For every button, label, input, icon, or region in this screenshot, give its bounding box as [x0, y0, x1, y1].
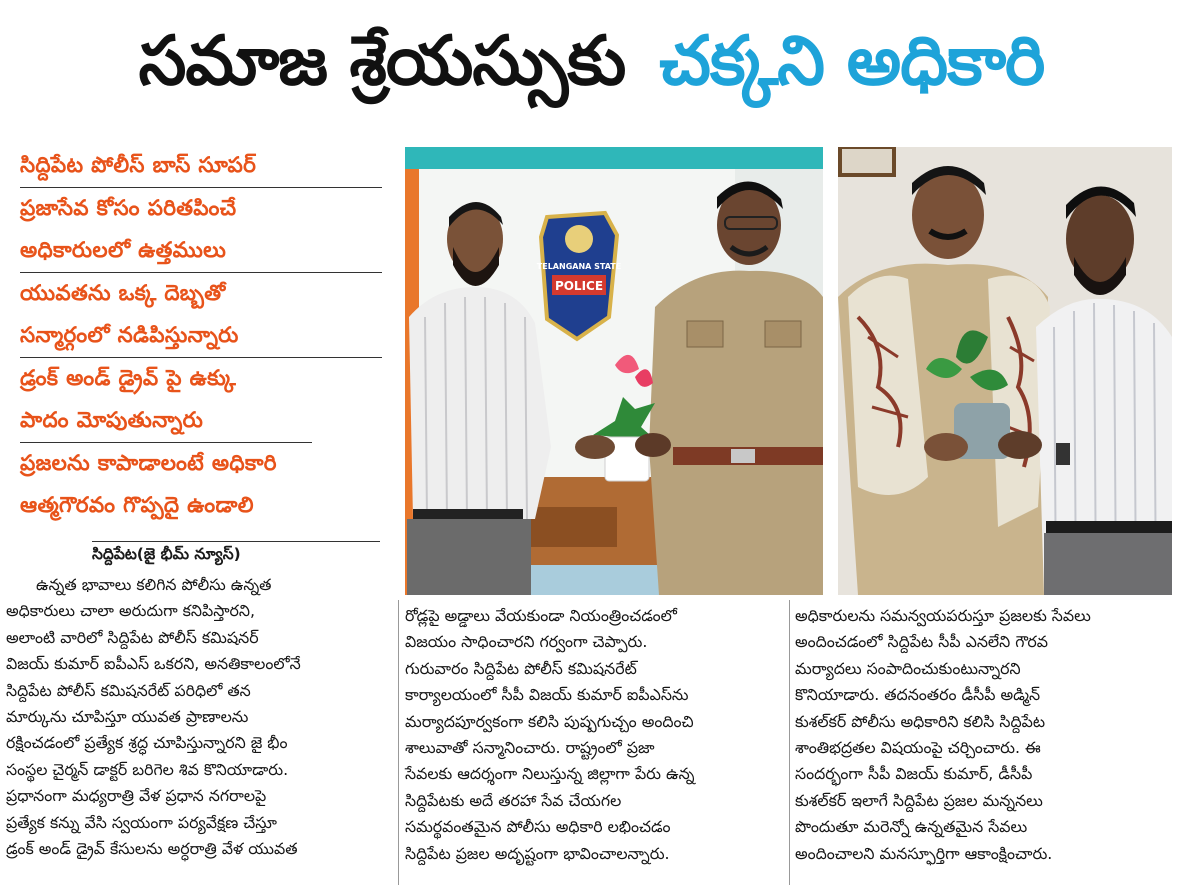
- body-line: అందించడంలో సిద్దిపేట సీపీ ఎనలేని గౌరవ: [795, 632, 1048, 652]
- body-line: అధికారులను సమన్వయపరుస్తూ ప్రజలకు సేవలు: [795, 606, 1091, 625]
- body-line: పొందుతూ మరెన్నో ఉన్నతమైన సేవలు: [795, 817, 1028, 837]
- subheading-1: సిద్దిపేట పోలీస్ బాస్ సూపర్: [20, 145, 382, 188]
- body-line: మర్యాదలు సంపాదించుకుంటున్నారని: [795, 658, 1021, 678]
- subheading-5: సన్మార్గంలో నడిపిస్తున్నారు: [20, 315, 382, 358]
- body-line: కుశల్‌కర్ ఇలాగే సిద్దిపేట ప్రజల మన్ననలు: [795, 790, 1043, 810]
- body-line: సిద్దిపేట పోలీస్ కమిషనరేట్ పరిధిలో తన: [6, 680, 251, 700]
- photo-officer-meeting: [405, 147, 823, 595]
- body-line: అలాంటి వారిలో సిద్దిపేట పోలీస్ కమిషనర్: [6, 627, 259, 647]
- body-line: శాలువాతో సన్మానించారు. రాష్ట్రంలో ప్రజా: [405, 738, 655, 758]
- body-column-2: [405, 603, 820, 867]
- subheading-7: పాదం మోపుతున్నారు: [20, 400, 312, 443]
- body-line: సమర్థవంతమైన పోలీసు అధికారి లభించడం: [405, 817, 671, 837]
- column-divider-1: [398, 600, 399, 885]
- photo-felicitation-image: [838, 147, 1172, 595]
- body-line: కొనియాడారు. తదనంతరం డీసీపీ అడ్మిన్: [795, 685, 1041, 705]
- body-line: సందర్భంగా సీపీ విజయ్ కుమార్, డీసీపీ: [795, 764, 1033, 784]
- headline: [0, 0, 1183, 138]
- body-line: విజయం సాధించారని గర్వంగా చెప్పారు.: [405, 632, 648, 652]
- body-line: ఉన్నత భావాలు కలిగిన పోలీసు ఉన్నత: [36, 575, 272, 594]
- subheadings: [20, 145, 382, 527]
- photo-felicitation: [838, 147, 1172, 595]
- subheading-6: డ్రంక్ అండ్ డ్రైవ్ పై ఉక్కు: [20, 366, 237, 391]
- body-line: రక్షించడంలో ప్రత్యేక శ్రద్ధ చూపిస్తున్నారని జై భీం: [6, 733, 288, 753]
- body-line: అధికారులు చాలా అరుదుగా కనిపిస్తారని,: [6, 601, 255, 621]
- photo-officer-meeting-image: [405, 147, 823, 595]
- headline-part-1: సమాజ శ్రేయస్సుకు: [138, 21, 626, 101]
- subheading-3: అధికారులలో ఉత్తములు: [20, 230, 382, 273]
- headline-part-2: చక్కని అధికారి: [659, 21, 1045, 101]
- body-line: విజయ్ కుమార్ ఐపీఎస్ ఒకరని, అనతికాలంలోనే: [6, 654, 301, 674]
- dateline: సిద్దిపేట(జై భీమ్ న్యూస్): [92, 541, 380, 566]
- body-line: రోడ్లపై అడ్డాలు వేయకుండా నియంత్రించడంలో: [405, 606, 677, 625]
- police-sign-line-1: TELANGANA STATE: [536, 262, 622, 271]
- body-line: సిద్దిపేట ప్రజల అదృష్టంగా భావించాలన్నారు.: [405, 843, 670, 863]
- body-line: శాంతిభద్రతల విషయంపై చర్చించారు. ఈ: [795, 738, 1041, 758]
- subheading-8: ప్రజలను కాపాడాలంటే అధికారి: [20, 451, 277, 476]
- body-line: ప్రధానంగా మధ్యరాత్రి వేళ ప్రధాన నగరాలపై: [6, 786, 267, 806]
- subheading-4: యువతను ఒక్క దెబ్బతో: [20, 281, 226, 306]
- subheading-9: ఆత్మగౌరవం గొప్పదై ఉండాలి: [20, 493, 254, 518]
- body-line: మర్యాదపూర్వకంగా కలిసి పుష్పగుచ్చం అందించి: [405, 711, 694, 731]
- body-line: అందించాలని మనస్ఫూర్తిగా ఆకాంక్షించారు.: [795, 843, 1053, 863]
- body-line: మార్కును చూపిస్తూ యువత ప్రాణాలను: [6, 707, 249, 727]
- body-line: గురువారం సిద్దిపేట పోలీస్ కమిషనరేట్: [405, 658, 637, 678]
- body-line: కుశల్‌కర్ పోలీసు అధికారిని కలిసి సిద్దిపేట: [795, 711, 1046, 731]
- body-line: డ్రంక్ అండ్ డ్రైవ్ కేసులను అర్ధరాత్రి వేళ యువత: [6, 839, 298, 859]
- body-line: సంస్థల చైర్మన్ డాక్టర్ బరిగెల శివ కొనియాడారు.: [6, 759, 289, 779]
- body-line: సిద్దిపేటకు అదే తరహా సేవ చేయగల: [405, 790, 622, 810]
- police-sign-line-2: POLICE: [554, 279, 604, 293]
- body-line: కార్యాలయంలో సీపీ విజయ్ కుమార్ ఐపీఎస్‌ను: [405, 685, 689, 705]
- body-line: ప్రత్యేక కన్ను వేసి స్వయంగా పర్యవేక్షణ చేస్తూ: [6, 812, 277, 832]
- subheading-2: ప్రజాసేవ కోసం పరితపించే: [20, 196, 237, 221]
- body-line: సేవలకు ఆదర్శంగా నిలుస్తున్న జిల్లాగా పేరు ఉన్న: [405, 764, 695, 784]
- body-column-1: [6, 572, 390, 862]
- body-column-3: [795, 603, 1175, 867]
